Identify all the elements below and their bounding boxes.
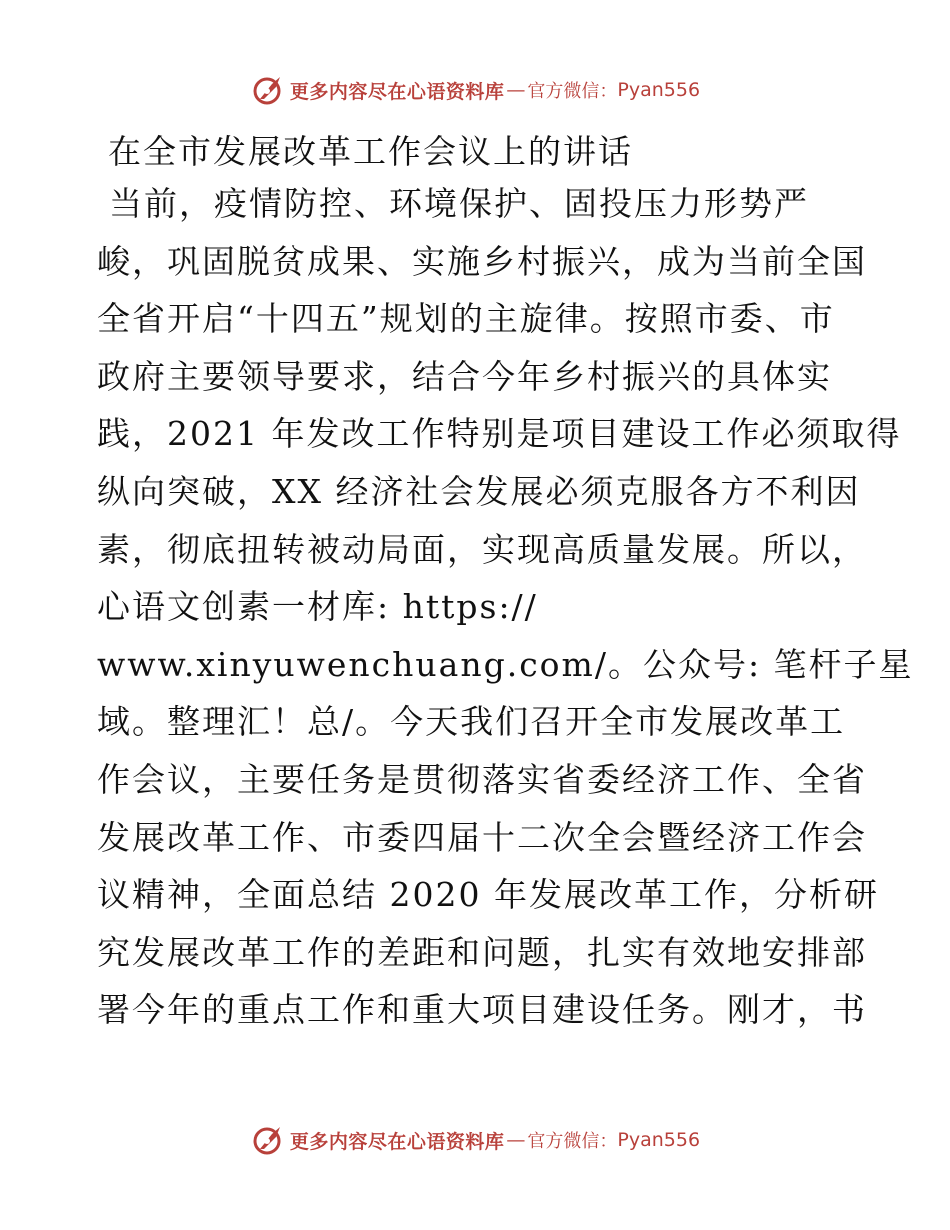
body-line: 究发展改革工作的差距和问题，扎实有效地安排部: [97, 932, 867, 972]
body-line: 议精神，全面总结 2020 年发展改革工作，分析研: [97, 875, 879, 915]
footer-banner: [0, 1118, 950, 1162]
body-line: 践，2021 年发改工作特别是项目建设工作必须取得: [97, 414, 902, 454]
banner-handle: Pyan556: [617, 79, 701, 101]
document-body: [97, 175, 914, 1039]
banner-label: 官方微信：: [527, 81, 618, 102]
body-line: 全省开启“十四五”规划的主旋律。按照市委、市: [97, 299, 835, 339]
header-banner: [0, 68, 950, 112]
body-line: 发展改革工作、市委四届十二次全会暨经济工作会: [97, 817, 867, 857]
body-line: 署今年的重点工作和重大项目建设任务。刚才，书: [97, 990, 867, 1030]
body-line: 素，彻底扭转被动局面，实现高质量发展。所以，: [97, 529, 867, 569]
body-line: www.xinyuwenchuang.com/。公众号: 笔杆子星: [97, 644, 914, 684]
banner-separator: —: [506, 79, 526, 101]
body-line: 峻，巩固脱贫成果、实施乡村振兴，成为当前全国: [97, 241, 867, 281]
banner-brand: 更多内容尽在心语资料库: [289, 80, 505, 103]
body-line: 域。整理汇！总/。今天我们召开全市发展改革工: [97, 702, 846, 742]
body-line: 作会议，主要任务是贯彻落实省委经济工作、全省: [97, 759, 867, 799]
body-line: 心语文创素一材库: https://: [97, 587, 538, 627]
quill-logo-icon: [250, 1122, 286, 1158]
banner-label: 官方微信：: [527, 1131, 618, 1152]
body-line: 当前，疫情防控、环境保护、固投压力形势严: [109, 184, 809, 223]
document-title: 在全市发展改革工作会议上的讲话: [108, 132, 633, 171]
body-line: 政府主要领导要求，结合今年乡村振兴的具体实: [97, 356, 832, 396]
banner-separator: —: [506, 1129, 526, 1151]
body-line: 纵向突破，XX 经济社会发展必须克服各方不利因: [97, 471, 861, 511]
banner-brand: 更多内容尽在心语资料库: [289, 1130, 505, 1153]
banner-handle: Pyan556: [617, 1129, 701, 1151]
quill-logo-icon: [250, 72, 286, 108]
